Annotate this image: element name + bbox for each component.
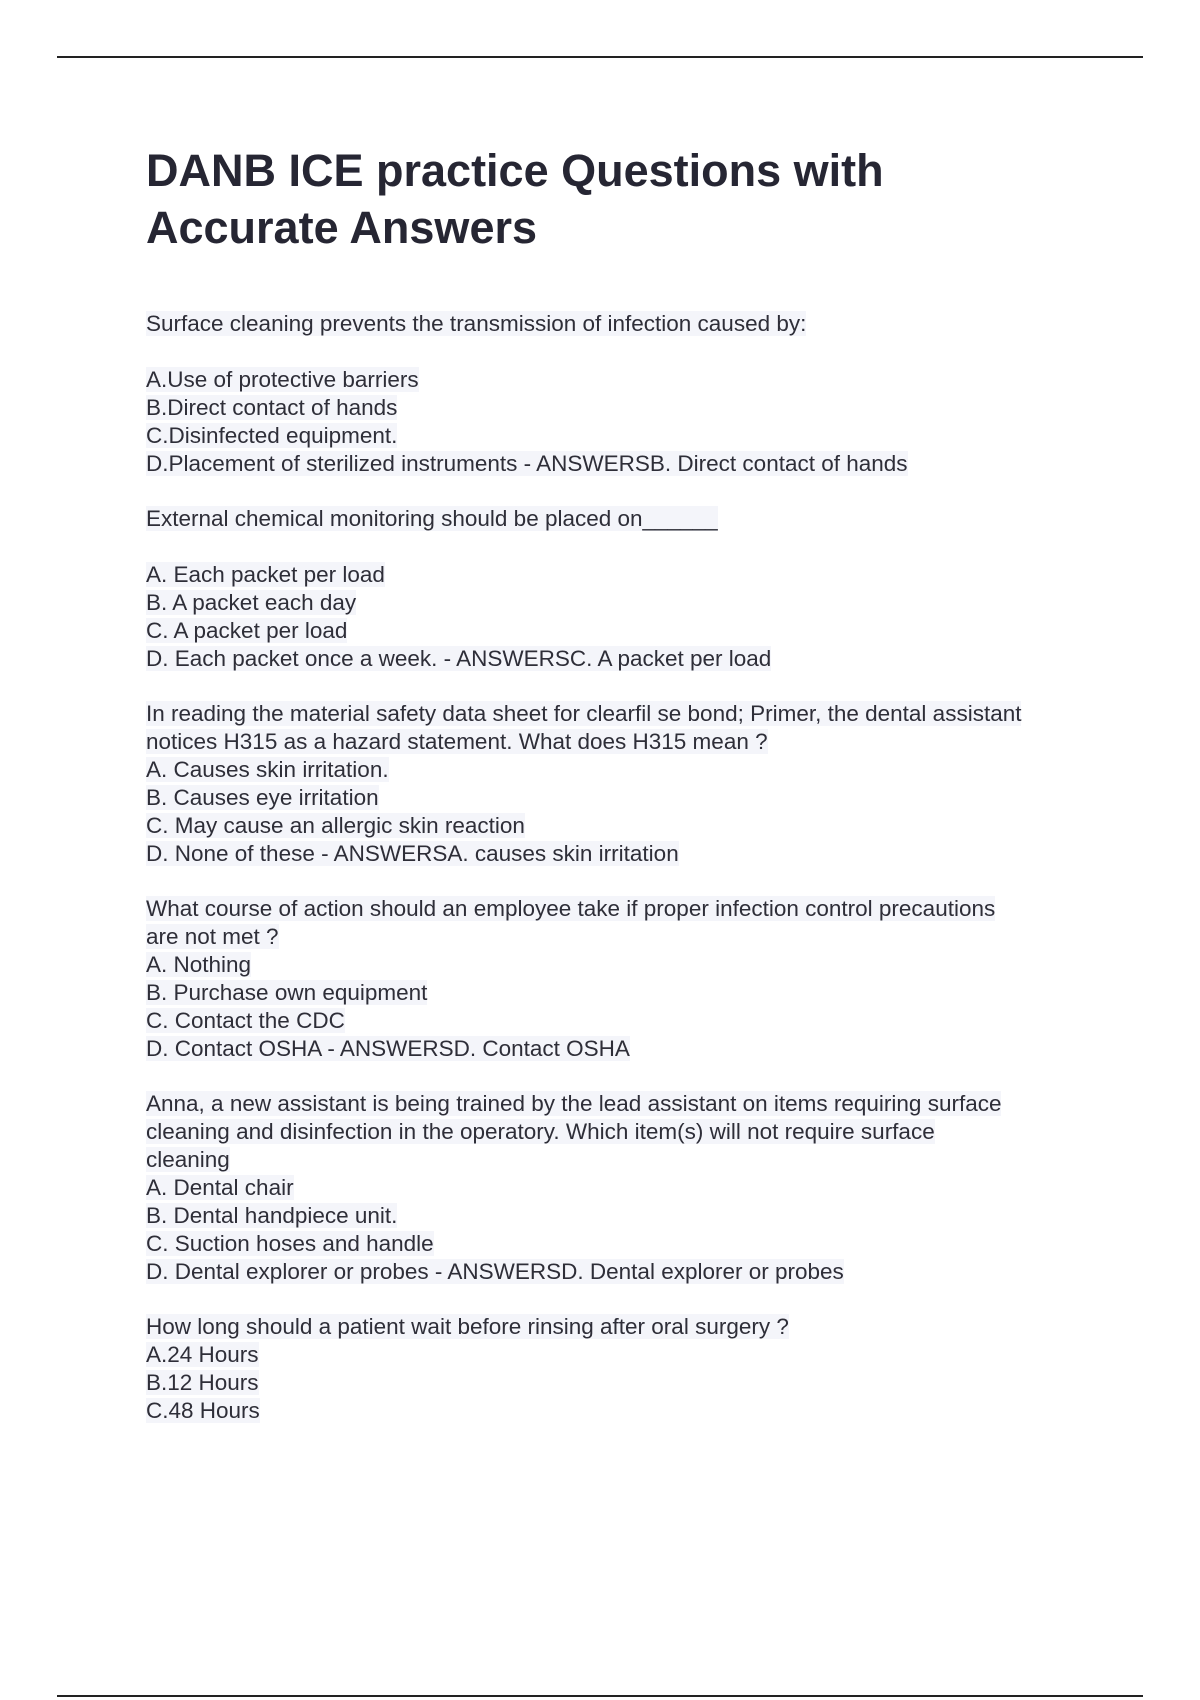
- answer-option: A. Dental chair: [146, 1175, 294, 1200]
- answer-option-with-answer: D.Placement of sterilized instruments - ANSWERSB. Direct contact of hands: [146, 451, 908, 476]
- question-text-line: are not met ?: [146, 924, 279, 949]
- answer-option: B.12 Hours: [146, 1370, 259, 1395]
- answer-option: C. May cause an allergic skin reaction: [146, 813, 525, 838]
- answer-option: A. Causes skin irritation.: [146, 757, 389, 782]
- question-text: Surface cleaning prevents the transmission of infection caused by:: [146, 311, 807, 336]
- answer-option: C.48 Hours: [146, 1398, 260, 1423]
- question-block-2: [146, 505, 1106, 673]
- answer-option: A.Use of protective barriers: [146, 367, 419, 392]
- answer-option: C.Disinfected equipment.: [146, 423, 398, 448]
- question-text-line: cleaning: [146, 1147, 230, 1172]
- answer-option-with-answer: D. Contact OSHA - ANSWERSD. Contact OSHA: [146, 1036, 630, 1061]
- title-line-2: Accurate Answers: [146, 202, 538, 253]
- answer-option: A. Each packet per load: [146, 562, 385, 587]
- question-block-3: [146, 700, 1106, 868]
- answer-option: B. Purchase own equipment: [146, 980, 428, 1005]
- answer-option-with-answer: D. Each packet once a week. - ANSWERSC. A packet per load: [146, 646, 772, 671]
- answer-option: C. Suction hoses and handle: [146, 1231, 434, 1256]
- answer-option-with-answer: D. None of these - ANSWERSA. causes skin irritation: [146, 841, 679, 866]
- answer-option: C. Contact the CDC: [146, 1008, 345, 1033]
- question-text-line: cleaning and disinfection in the operatory. Which item(s) will not require surface: [146, 1119, 935, 1144]
- footer-rule: [57, 1695, 1143, 1697]
- question-text: External chemical monitoring should be placed on______: [146, 506, 718, 531]
- question-text-line: What course of action should an employee take if proper infection control precautions: [146, 896, 996, 921]
- answer-option: C. A packet per load: [146, 618, 348, 643]
- question-block-5: [146, 1090, 1106, 1286]
- question-text-line: notices H315 as a hazard statement. What does H315 mean ?: [146, 729, 768, 754]
- document-body: [146, 142, 1106, 1452]
- question-block-6: [146, 1313, 1106, 1425]
- header-rule: [57, 56, 1143, 58]
- answer-option: B.Direct contact of hands: [146, 395, 398, 420]
- question-block-4: [146, 895, 1106, 1063]
- answer-option: B. Dental handpiece unit.: [146, 1203, 398, 1228]
- question-block-1: [146, 310, 1106, 478]
- answer-option: B. A packet each day: [146, 590, 357, 615]
- document-title: [146, 142, 1106, 256]
- question-text: How long should a patient wait before rinsing after oral surgery ?: [146, 1314, 789, 1339]
- question-text-line: In reading the material safety data sheet for clearfil se bond; Primer, the dental assistant: [146, 701, 1022, 726]
- answer-option-with-answer: D. Dental explorer or probes - ANSWERSD. Dental explorer or probes: [146, 1259, 844, 1284]
- title-line-1: DANB ICE practice Questions with: [146, 145, 884, 196]
- answer-option: B. Causes eye irritation: [146, 785, 379, 810]
- answer-option: A.24 Hours: [146, 1342, 259, 1367]
- answer-option: A. Nothing: [146, 952, 252, 977]
- question-text-line: Anna, a new assistant is being trained by the lead assistant on items requiring surface: [146, 1091, 1002, 1116]
